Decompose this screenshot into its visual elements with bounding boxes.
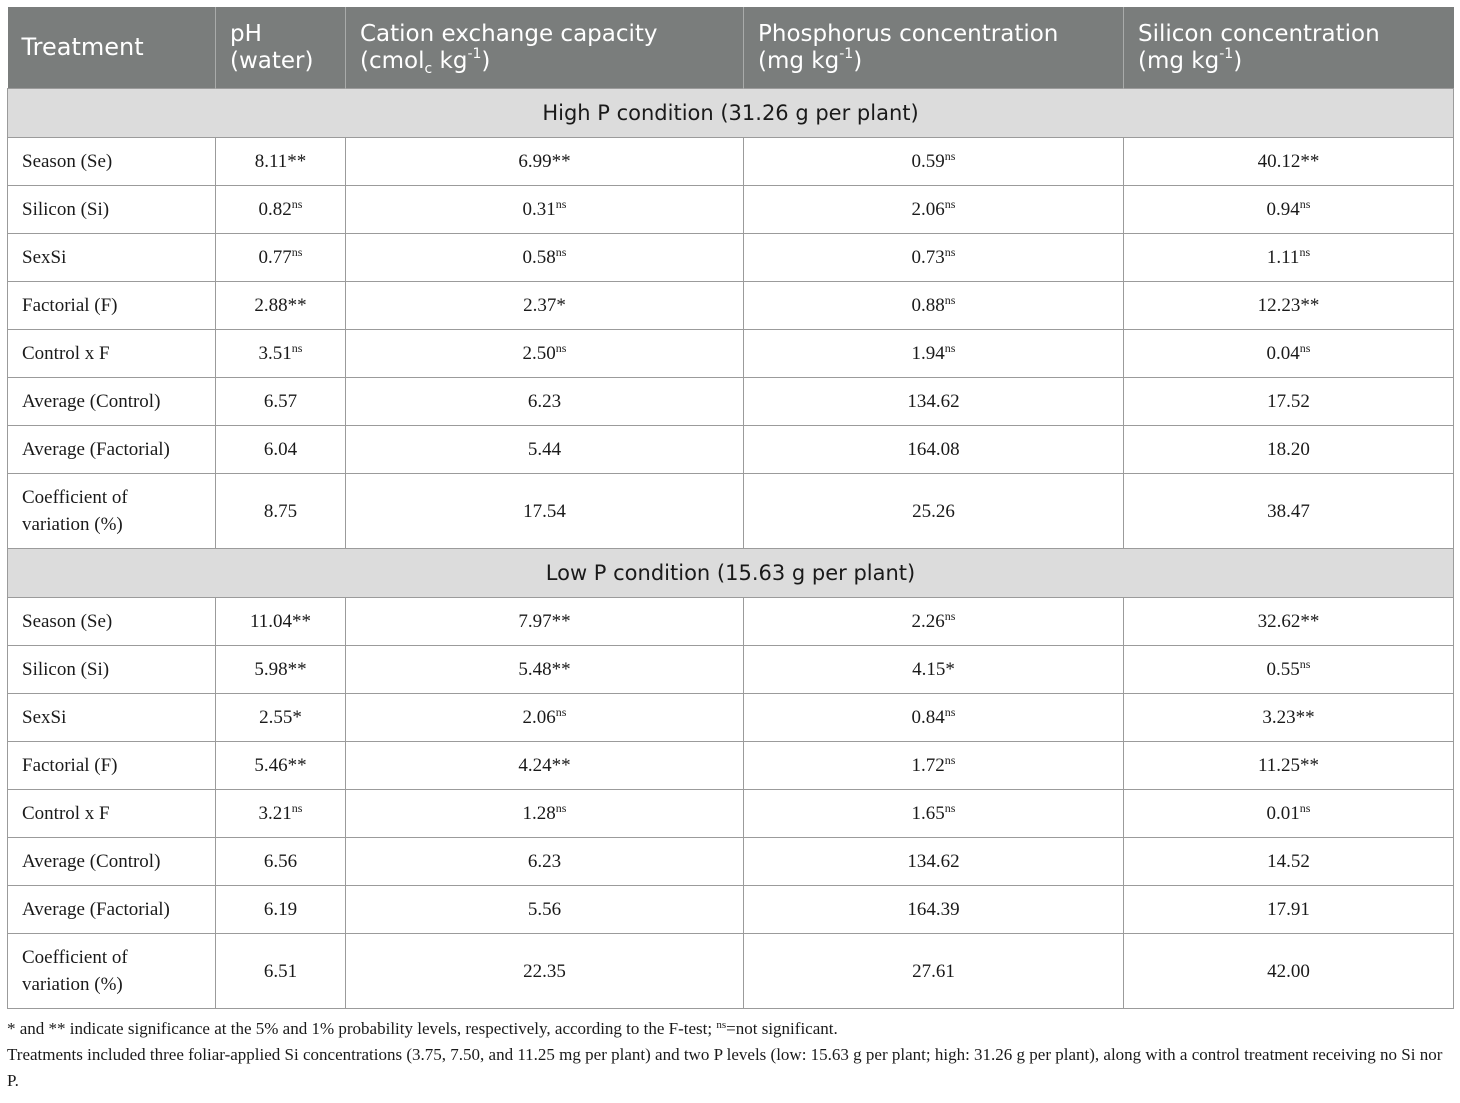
- cell-ph: [216, 378, 346, 426]
- cell-value: 164.08: [907, 438, 960, 460]
- header-silicon: Silicon concentration (mg $kg^{-1}$): [1124, 7, 1454, 89]
- cell-value: 1.28: [522, 802, 556, 824]
- cell-silicon: [1124, 934, 1454, 1009]
- table-row: [8, 330, 1454, 378]
- cell-cec: [346, 474, 744, 549]
- cell-value: 27.61: [912, 960, 955, 982]
- cell-silicon: [1124, 426, 1454, 474]
- row-label: [8, 934, 216, 1009]
- significance-marker: **: [1300, 610, 1320, 632]
- significance-marker: ns: [944, 704, 956, 719]
- significance-marker: **: [287, 294, 307, 316]
- cell-ph: [216, 234, 346, 282]
- cell-phosphorus: [744, 886, 1124, 934]
- significance-marker: **: [551, 610, 571, 632]
- table-row: [8, 838, 1454, 886]
- cell-value: 6.57: [263, 390, 298, 412]
- cell-value: 11.25: [1257, 754, 1301, 776]
- significance-marker: ns: [555, 800, 567, 815]
- significance-marker: **: [287, 150, 307, 172]
- row-label: Average (Control): [8, 378, 216, 426]
- cell-ph: [216, 474, 346, 549]
- cell-value: 8.11: [254, 150, 288, 172]
- cell-silicon: [1124, 378, 1454, 426]
- cell-value: 2.26: [911, 610, 945, 632]
- cell-ph: [216, 694, 346, 742]
- header-ph: pH (water): [216, 7, 346, 89]
- cell-value: 3.51: [258, 342, 292, 364]
- cell-value: 2.88: [254, 294, 288, 316]
- footnote-treatments: Treatments included three foliar-applied Si concentrations (3.75, 7.50, and 11.25 mg per plant) and two P levels (low: 15.63 g per plant; high: 31.26 g per plant), along with a control treatment receiving no Si nor P.: [7, 1045, 1443, 1090]
- cell-phosphorus: [744, 378, 1124, 426]
- significance-marker: ns: [555, 704, 567, 719]
- significance-marker: ns: [1299, 656, 1311, 671]
- cell-value: 17.91: [1267, 898, 1310, 920]
- cell-phosphorus: [744, 138, 1124, 186]
- group-header-row: [8, 89, 1454, 138]
- table-row: [8, 234, 1454, 282]
- cell-cec: [346, 378, 744, 426]
- cell-value: 2.37: [523, 294, 557, 316]
- cell-value: 25.26: [912, 500, 955, 522]
- significance-marker: ns: [1299, 196, 1311, 211]
- significance-marker: **: [292, 610, 312, 632]
- significance-marker: ns: [555, 340, 567, 355]
- significance-marker: ns: [555, 196, 567, 211]
- table-row: [8, 598, 1454, 646]
- cell-phosphorus: [744, 790, 1124, 838]
- significance-marker: ns: [944, 292, 956, 307]
- cell-value: 0.31: [522, 198, 556, 220]
- cell-phosphorus: [744, 598, 1124, 646]
- significance-marker: ns: [944, 244, 956, 259]
- cell-value: 134.62: [907, 390, 960, 412]
- cell-value: 0.94: [1266, 198, 1300, 220]
- header-cec: Cation exchange capacity (cmol$_c$ $kg^{-1}$): [346, 7, 744, 89]
- significance-marker: *: [556, 294, 566, 316]
- group-header-row: [8, 549, 1454, 598]
- cell-ph: [216, 598, 346, 646]
- significance-marker: **: [287, 754, 307, 776]
- cell-ph: [216, 742, 346, 790]
- significance-marker: **: [551, 754, 571, 776]
- cell-value: 164.39: [907, 898, 960, 920]
- cell-cec: [346, 234, 744, 282]
- cell-value: 0.82: [258, 198, 292, 220]
- cell-value: 5.98: [254, 658, 288, 680]
- row-label: Control x F: [8, 790, 216, 838]
- cell-silicon: [1124, 186, 1454, 234]
- header-treatment: Treatment: [8, 7, 216, 89]
- significance-marker: **: [1300, 150, 1320, 172]
- cell-value: 2.55: [259, 706, 293, 728]
- cell-phosphorus: [744, 934, 1124, 1009]
- cell-value: 3.21: [258, 802, 292, 824]
- cell-value: 6.23: [527, 390, 562, 412]
- cell-value: 14.52: [1267, 850, 1310, 872]
- cell-value: 12.23: [1257, 294, 1301, 316]
- cell-phosphorus: [744, 282, 1124, 330]
- row-label: Silicon (Si): [8, 186, 216, 234]
- row-label-line: variation (%): [22, 974, 123, 995]
- significance-marker: ns: [944, 800, 956, 815]
- significance-marker: ns: [291, 196, 303, 211]
- cell-cec: [346, 330, 744, 378]
- data-table-container: [7, 7, 1453, 1094]
- significance-marker: **: [1300, 294, 1320, 316]
- row-label: SexSi: [8, 234, 216, 282]
- cell-silicon: [1124, 694, 1454, 742]
- cell-ph: [216, 330, 346, 378]
- significance-marker: **: [1295, 706, 1315, 728]
- group-title: Low P condition (15.63 g per plant): [8, 549, 1454, 598]
- cell-value: 5.46: [254, 754, 288, 776]
- cell-value: 0.77: [258, 246, 292, 268]
- cell-value: 22.35: [523, 960, 566, 982]
- cell-value: 18.20: [1267, 438, 1310, 460]
- cell-silicon: [1124, 234, 1454, 282]
- cell-ph: [216, 886, 346, 934]
- cell-cec: [346, 934, 744, 1009]
- significance-marker: **: [551, 150, 571, 172]
- anova-table: [7, 7, 1454, 1009]
- row-label-line: Coefficient of: [22, 947, 128, 968]
- cell-value: 1.72: [911, 754, 945, 776]
- row-label: Average (Control): [8, 838, 216, 886]
- significance-marker: ns: [291, 340, 303, 355]
- significance-marker: ns: [291, 244, 303, 259]
- cell-phosphorus: [744, 742, 1124, 790]
- cell-value: 6.23: [527, 850, 562, 872]
- significance-marker: **: [287, 658, 307, 680]
- cell-value: 0.73: [911, 246, 945, 268]
- cell-cec: [346, 646, 744, 694]
- cell-phosphorus: [744, 838, 1124, 886]
- row-label: Season (Se): [8, 598, 216, 646]
- cell-value: 5.48: [518, 658, 552, 680]
- significance-marker: ns: [1299, 800, 1311, 815]
- cell-value: 5.56: [527, 898, 562, 920]
- table-footnotes: [7, 1016, 1453, 1094]
- cell-value: 134.62: [907, 850, 960, 872]
- table-row: [8, 886, 1454, 934]
- table-row: [8, 694, 1454, 742]
- cell-value: 0.04: [1266, 342, 1300, 364]
- cell-phosphorus: [744, 646, 1124, 694]
- table-row: [8, 742, 1454, 790]
- cell-cec: [346, 282, 744, 330]
- significance-marker: ns: [1299, 244, 1311, 259]
- cell-cec: [346, 886, 744, 934]
- significance-marker: ns: [944, 752, 956, 767]
- cell-ph: [216, 646, 346, 694]
- row-label: Control x F: [8, 330, 216, 378]
- table-row: [8, 378, 1454, 426]
- cell-value: 11.04: [249, 610, 293, 632]
- cell-value: 40.12: [1257, 150, 1301, 172]
- cell-value: 1.65: [911, 802, 945, 824]
- cell-value: 6.04: [263, 438, 298, 460]
- cell-ph: [216, 138, 346, 186]
- table-row: [8, 138, 1454, 186]
- table-row: [8, 934, 1454, 1009]
- table-row: [8, 646, 1454, 694]
- footnote-significance: * and ** indicate significance at the 5% and 1% probability levels, respectively, according to the F-test; $^{ns}$=not significant.: [7, 1019, 838, 1038]
- cell-silicon: [1124, 330, 1454, 378]
- row-label: [8, 474, 216, 549]
- cell-value: 2.50: [522, 342, 556, 364]
- cell-ph: [216, 282, 346, 330]
- table-row: [8, 186, 1454, 234]
- row-label: Average (Factorial): [8, 886, 216, 934]
- header-row: [8, 7, 1454, 89]
- cell-value: 6.19: [263, 898, 298, 920]
- significance-marker: ns: [944, 608, 956, 623]
- cell-silicon: [1124, 138, 1454, 186]
- cell-phosphorus: [744, 474, 1124, 549]
- cell-silicon: [1124, 886, 1454, 934]
- group-title: High P condition (31.26 g per plant): [8, 89, 1454, 138]
- cell-cec: [346, 694, 744, 742]
- cell-silicon: [1124, 838, 1454, 886]
- significance-marker: ns: [944, 196, 956, 211]
- cell-ph: [216, 426, 346, 474]
- cell-phosphorus: [744, 694, 1124, 742]
- cell-value: 0.58: [522, 246, 556, 268]
- cell-value: 42.00: [1267, 960, 1310, 982]
- cell-phosphorus: [744, 186, 1124, 234]
- significance-marker: ns: [1299, 340, 1311, 355]
- cell-value: 0.01: [1266, 802, 1300, 824]
- table-row: [8, 426, 1454, 474]
- cell-value: 3.23: [1262, 706, 1296, 728]
- cell-cec: [346, 138, 744, 186]
- cell-ph: [216, 838, 346, 886]
- row-label: Average (Factorial): [8, 426, 216, 474]
- cell-value: 0.55: [1266, 658, 1300, 680]
- cell-cec: [346, 838, 744, 886]
- cell-cec: [346, 790, 744, 838]
- cell-value: 38.47: [1267, 500, 1310, 522]
- row-label-line: Coefficient of: [22, 487, 128, 508]
- row-label-line: variation (%): [22, 514, 123, 535]
- cell-cec: [346, 426, 744, 474]
- cell-value: 8.75: [263, 500, 298, 522]
- row-label: SexSi: [8, 694, 216, 742]
- cell-value: 6.56: [263, 850, 298, 872]
- cell-value: 0.84: [911, 706, 945, 728]
- cell-ph: [216, 934, 346, 1009]
- cell-silicon: [1124, 282, 1454, 330]
- significance-marker: ns: [555, 244, 567, 259]
- significance-marker: **: [1300, 754, 1320, 776]
- row-label: Factorial (F): [8, 742, 216, 790]
- cell-value: 1.94: [911, 342, 945, 364]
- significance-marker: **: [551, 658, 571, 680]
- significance-marker: *: [945, 658, 955, 680]
- cell-value: 4.24: [518, 754, 552, 776]
- cell-value: 7.97: [518, 610, 552, 632]
- cell-phosphorus: [744, 426, 1124, 474]
- cell-value: 6.99: [518, 150, 552, 172]
- cell-value: 17.54: [523, 500, 566, 522]
- cell-value: 32.62: [1257, 610, 1301, 632]
- cell-value: 2.06: [522, 706, 556, 728]
- significance-marker: ns: [291, 800, 303, 815]
- cell-value: 2.06: [911, 198, 945, 220]
- cell-value: 6.51: [263, 960, 298, 982]
- significance-marker: ns: [944, 148, 956, 163]
- cell-value: 17.52: [1267, 390, 1310, 412]
- table-row: [8, 282, 1454, 330]
- significance-marker: ns: [944, 340, 956, 355]
- cell-value: 0.88: [911, 294, 945, 316]
- cell-value: 4.15: [912, 658, 946, 680]
- header-phosphorus: Phosphorus concentration (mg $kg^{-1}$): [744, 7, 1124, 89]
- row-label: Factorial (F): [8, 282, 216, 330]
- table-row: [8, 474, 1454, 549]
- significance-marker: *: [292, 706, 302, 728]
- cell-silicon: [1124, 474, 1454, 549]
- cell-value: 5.44: [527, 438, 562, 460]
- cell-silicon: [1124, 790, 1454, 838]
- cell-silicon: [1124, 598, 1454, 646]
- cell-phosphorus: [744, 234, 1124, 282]
- cell-silicon: [1124, 742, 1454, 790]
- cell-value: 1.11: [1266, 246, 1300, 268]
- row-label: Season (Se): [8, 138, 216, 186]
- cell-cec: [346, 186, 744, 234]
- cell-ph: [216, 186, 346, 234]
- cell-cec: [346, 598, 744, 646]
- cell-value: 0.59: [911, 150, 945, 172]
- cell-silicon: [1124, 646, 1454, 694]
- cell-ph: [216, 790, 346, 838]
- cell-phosphorus: [744, 330, 1124, 378]
- cell-cec: [346, 742, 744, 790]
- row-label: Silicon (Si): [8, 646, 216, 694]
- table-row: [8, 790, 1454, 838]
